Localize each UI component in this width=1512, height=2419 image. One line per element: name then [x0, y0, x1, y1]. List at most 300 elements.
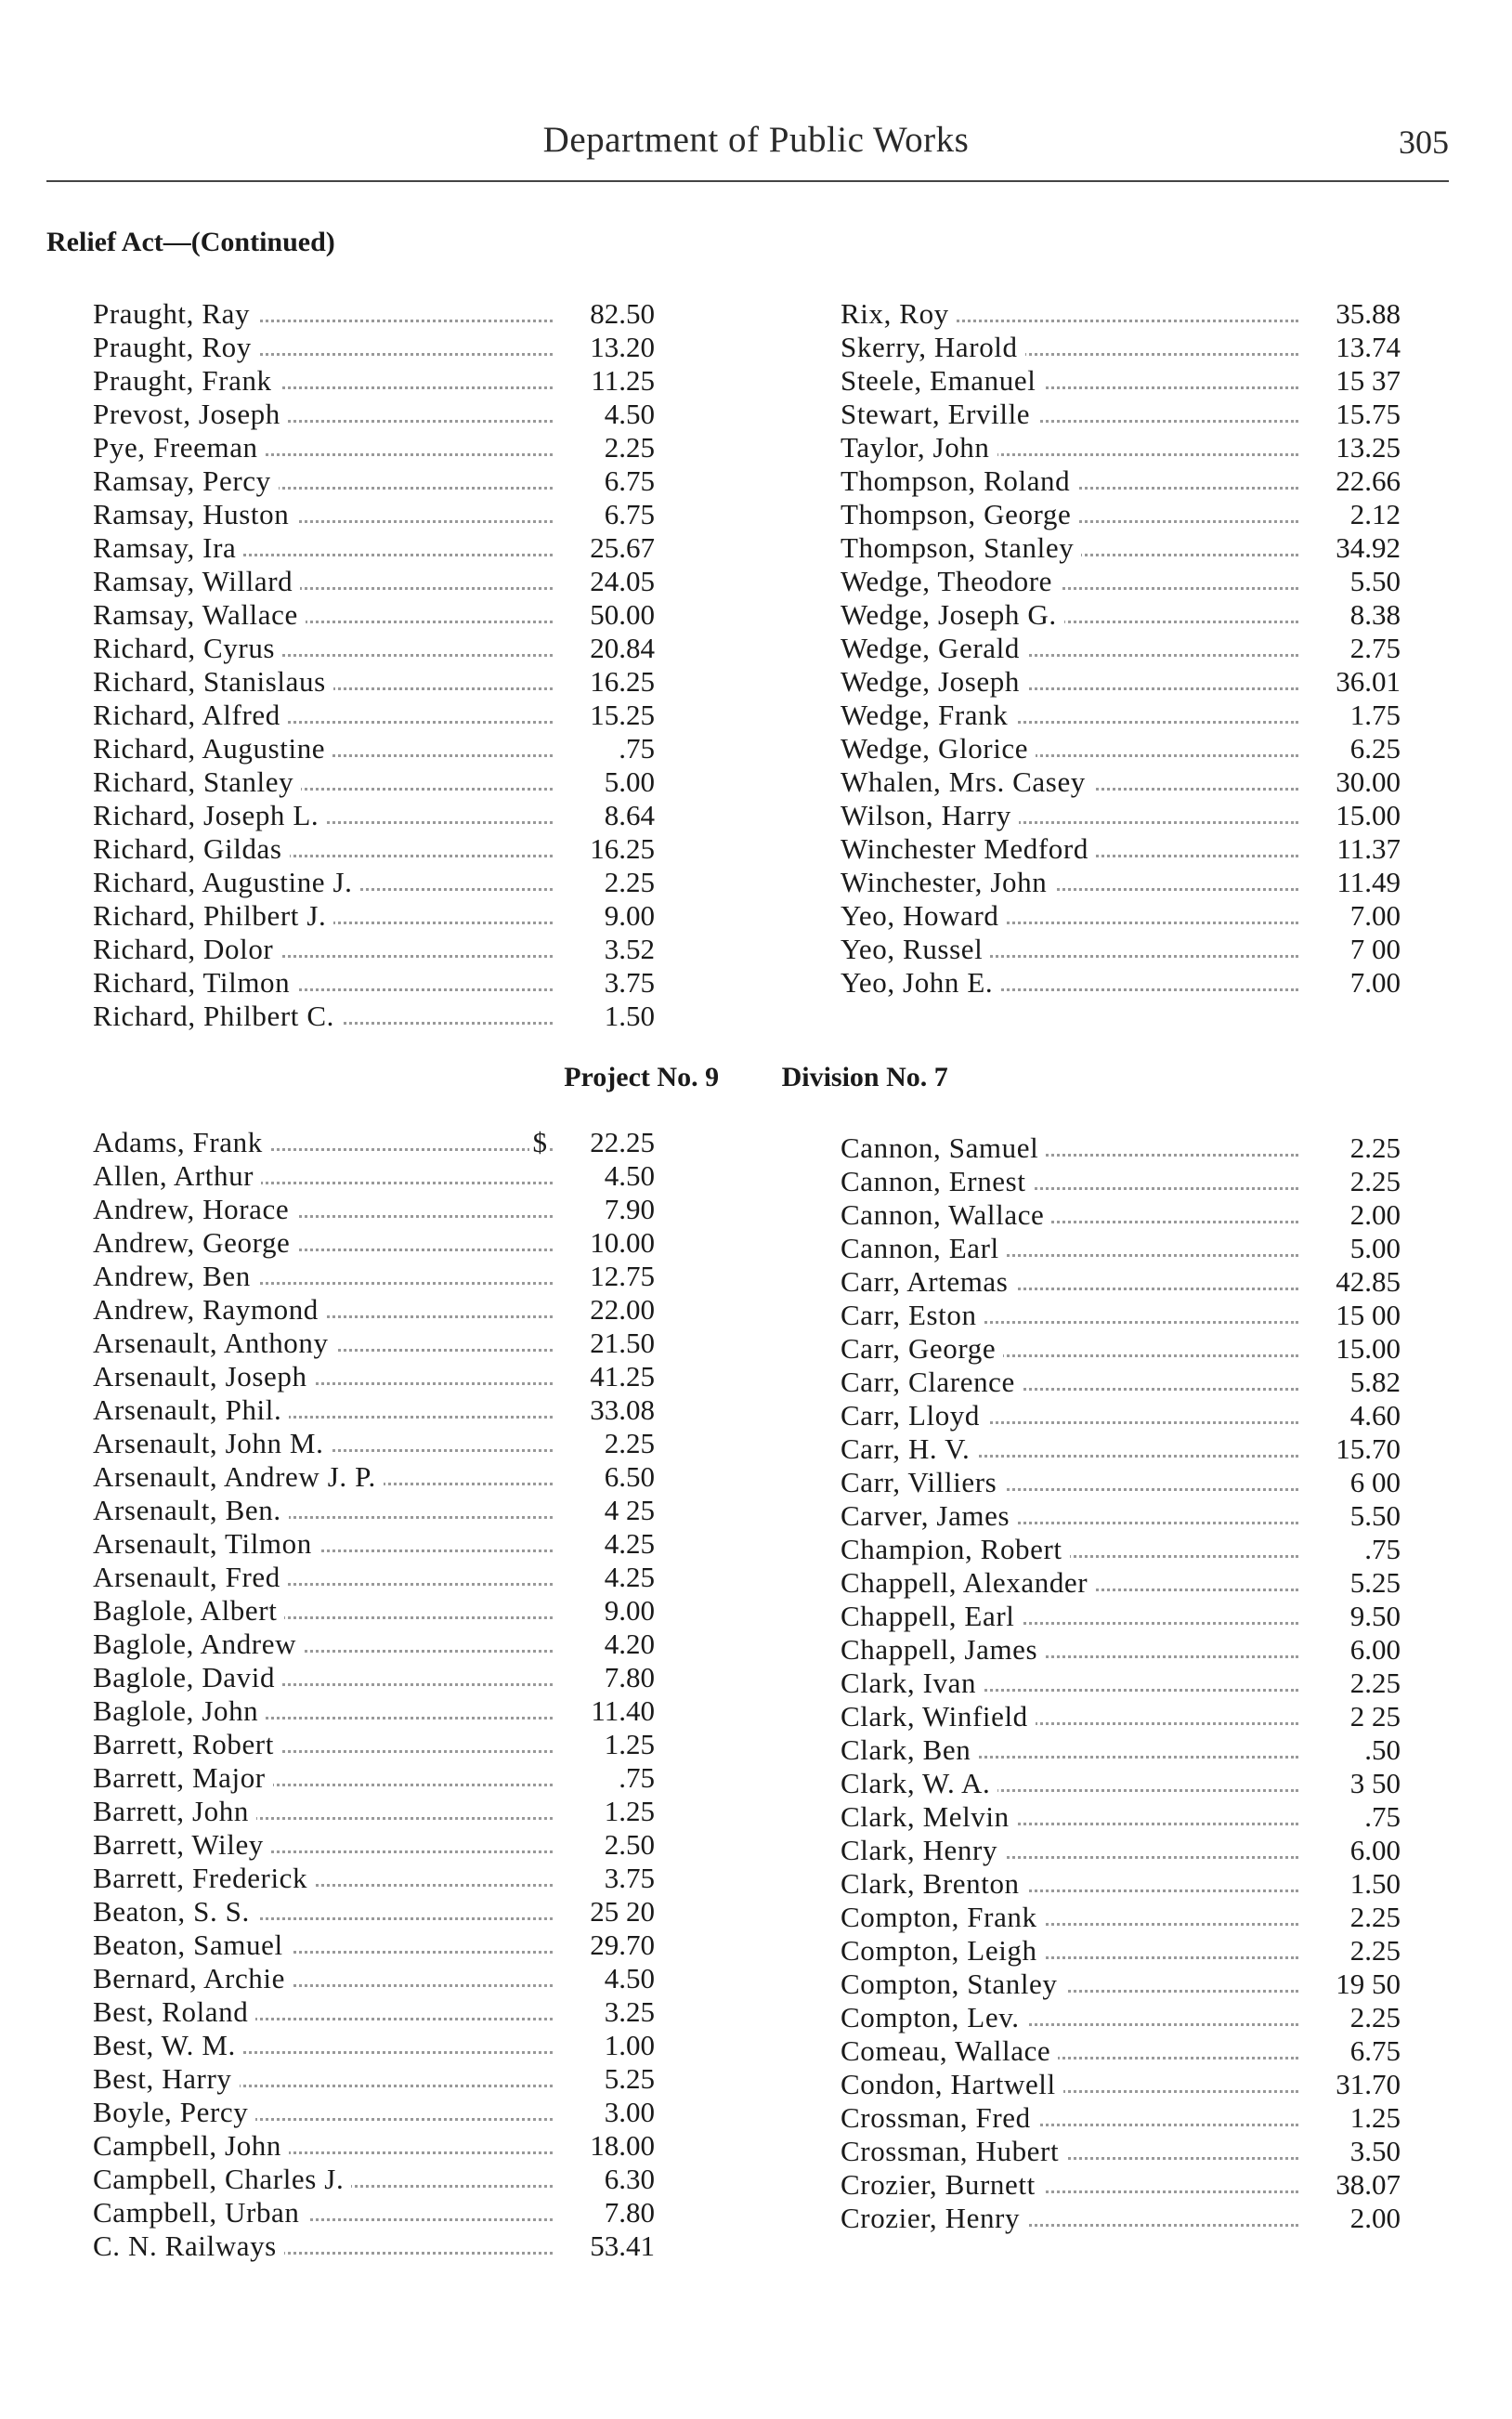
list-item	[93, 966, 655, 1000]
list-item	[93, 632, 655, 665]
entry-amount: 13.20	[590, 331, 655, 363]
list-item	[93, 866, 655, 899]
entry-amount: 11.25	[591, 364, 655, 397]
entry-amount: 2.25	[1349, 1667, 1401, 1699]
entry-name: Skerry, Harold	[841, 331, 1025, 364]
entry-name: Baglole, Albert	[93, 1594, 284, 1628]
list-item	[841, 1165, 1401, 1198]
entry-name: Arsenault, John M.	[93, 1427, 331, 1460]
entry-amount: 3.25	[604, 1995, 655, 2028]
entry-amount: 3.50	[1349, 2135, 1401, 2167]
entry-amount: 15.00	[1336, 799, 1401, 831]
entry-name: Condon, Hartwell	[841, 2068, 1063, 2101]
entry-amount: 6.75	[604, 498, 655, 530]
list-item	[93, 1594, 655, 1628]
entry-amount: 2.25	[604, 431, 655, 464]
entry-amount: 5.00	[1349, 1232, 1401, 1264]
list-item	[93, 2229, 655, 2263]
list-item	[93, 1527, 655, 1561]
entry-name: Richard, Augustine J.	[93, 866, 360, 899]
list-item	[841, 1299, 1401, 1332]
entry-name: Carver, James	[841, 1499, 1017, 1533]
list-item	[93, 1360, 655, 1393]
entry-amount: 9.50	[1349, 1600, 1401, 1632]
entry-amount: 7 00	[1349, 933, 1401, 965]
list-item	[93, 1000, 655, 1033]
entry-name: Ramsay, Percy	[93, 464, 279, 498]
entry-name: Champion, Robert	[841, 1533, 1070, 1566]
entry-name: Barrett, Robert	[93, 1728, 281, 1761]
entry-name: Compton, Stanley	[841, 1968, 1065, 2001]
entry-amount: 2.00	[1349, 1198, 1401, 1231]
entry-amount: 7.80	[604, 2196, 655, 2229]
entry-name: Prevost, Joseph	[93, 398, 288, 431]
list-item	[93, 1494, 655, 1527]
entry-amount: 34.92	[1336, 531, 1401, 564]
list-item	[93, 1126, 655, 1159]
entry-amount: 6.50	[604, 1460, 655, 1493]
entry-name: Compton, Frank	[841, 1901, 1045, 1934]
entry-name: Chappell, Alexander	[841, 1566, 1095, 1600]
entry-amount: 2.25	[604, 866, 655, 898]
list-item	[841, 1733, 1401, 1767]
entry-name: Pye, Freeman	[93, 431, 266, 464]
entry-amount: 15 00	[1336, 1299, 1401, 1331]
entry-name: Carr, H. V.	[841, 1432, 977, 1466]
list-item	[93, 2029, 655, 2062]
list-item	[841, 565, 1401, 598]
entry-amount: 2 25	[1349, 1700, 1401, 1733]
list-item	[93, 1661, 655, 1694]
entry-amount: 18.00	[590, 2129, 655, 2162]
entry-amount: .75	[1364, 1533, 1401, 1565]
list-item	[841, 1867, 1401, 1901]
entry-name: C. N. Railways	[93, 2229, 284, 2263]
entry-name: Richard, Joseph L.	[93, 799, 326, 832]
list-item	[93, 1828, 655, 1862]
entry-amount: 4.50	[604, 1962, 655, 1994]
list-item	[841, 1198, 1401, 1232]
project-left-column	[93, 1126, 655, 2263]
entry-amount: 3 50	[1349, 1767, 1401, 1799]
entry-name: Carr, Eston	[841, 1299, 984, 1332]
list-item	[93, 331, 655, 364]
entry-name: Thompson, George	[841, 498, 1078, 531]
entry-amount: 24.05	[590, 565, 655, 597]
entry-amount: 5.50	[1349, 565, 1401, 597]
entry-name: Richard, Tilmon	[93, 966, 297, 1000]
list-item	[841, 1432, 1401, 1466]
entry-amount: 3.75	[604, 966, 655, 999]
list-item	[841, 1667, 1401, 1700]
entry-name: Campbell, Charles J.	[93, 2163, 351, 2196]
list-item	[841, 665, 1401, 699]
list-item	[841, 598, 1401, 632]
list-item	[93, 1159, 655, 1193]
list-item	[841, 699, 1401, 732]
entry-amount: 2.25	[1349, 2001, 1401, 2033]
entry-amount: 20.84	[590, 632, 655, 664]
entry-name: Barrett, Wiley	[93, 1828, 271, 1862]
entry-name: Cannon, Samuel	[841, 1131, 1046, 1165]
entry-name: Crossman, Hubert	[841, 2135, 1066, 2168]
list-item	[841, 1600, 1401, 1633]
entry-amount: 13.74	[1336, 331, 1401, 363]
entry-amount: 6 00	[1349, 1466, 1401, 1498]
entry-amount: 2.25	[1349, 1131, 1401, 1164]
list-item	[841, 2101, 1401, 2135]
entry-amount: 4.50	[604, 398, 655, 430]
list-item	[841, 732, 1401, 765]
list-item	[841, 1499, 1401, 1533]
list-item	[93, 899, 655, 933]
list-item	[93, 1694, 655, 1728]
entry-name: Adams, Frank	[93, 1126, 270, 1159]
entry-name: Crozier, Henry	[841, 2202, 1027, 2235]
entry-name: Wedge, Gerald	[841, 632, 1027, 665]
list-item	[93, 1460, 655, 1494]
list-item	[841, 1466, 1401, 1499]
entry-name: Clark, Ivan	[841, 1667, 984, 1700]
entry-amount: 36.01	[1336, 665, 1401, 698]
entry-name: Crozier, Burnett	[841, 2168, 1043, 2202]
entry-name: Clark, Brenton	[841, 1867, 1027, 1901]
entry-name: Cannon, Wallace	[841, 1198, 1051, 1232]
entry-amount: 15.25	[590, 699, 655, 731]
entry-amount: 2.50	[604, 1828, 655, 1861]
entry-amount: 29.70	[590, 1929, 655, 1961]
list-item	[93, 1862, 655, 1895]
entry-name: Praught, Roy	[93, 331, 259, 364]
list-item	[93, 2163, 655, 2196]
list-item	[841, 1232, 1401, 1265]
entry-amount: 15 37	[1336, 364, 1401, 397]
list-item	[841, 331, 1401, 364]
entry-name: Wedge, Frank	[841, 699, 1015, 732]
entry-amount: 22.25	[590, 1126, 655, 1158]
entry-amount: 3.75	[604, 1862, 655, 1894]
list-item	[93, 732, 655, 765]
entry-name: Chappell, James	[841, 1633, 1045, 1667]
entry-amount: 2.00	[1349, 2202, 1401, 2234]
entry-name: Praught, Ray	[93, 297, 257, 331]
entry-amount: 6.75	[604, 464, 655, 497]
entry-name: Clark, Winfield	[841, 1700, 1036, 1733]
list-item	[93, 464, 655, 498]
entry-name: Campbell, John	[93, 2129, 289, 2163]
entry-amount: 16.25	[590, 665, 655, 698]
entry-name: Winchester Medford	[841, 832, 1096, 866]
entry-amount: 10.00	[590, 1226, 655, 1259]
entry-amount: 3.00	[604, 2096, 655, 2128]
list-item	[93, 2196, 655, 2229]
entry-name: Clark, Melvin	[841, 1800, 1017, 1834]
entry-name: Steele, Emanuel	[841, 364, 1043, 398]
entry-name: Richard, Dolor	[93, 933, 280, 966]
entry-amount: 1.50	[1349, 1867, 1401, 1900]
entry-name: Ramsay, Willard	[93, 565, 300, 598]
entry-name: Richard, Stanley	[93, 765, 301, 799]
list-item	[841, 866, 1401, 899]
entry-name: Richard, Alfred	[93, 699, 288, 732]
list-item	[93, 1293, 655, 1327]
list-item	[93, 1226, 655, 1260]
entry-amount: 2.25	[1349, 1165, 1401, 1197]
entry-name: Praught, Frank	[93, 364, 280, 398]
entry-amount: 5.50	[1349, 1499, 1401, 1532]
entry-amount: 16.25	[590, 832, 655, 865]
entry-name: Wilson, Harry	[841, 799, 1019, 832]
entry-name: Carr, Lloyd	[841, 1399, 987, 1432]
list-item	[841, 531, 1401, 565]
entry-name: Barrett, Frederick	[93, 1862, 315, 1895]
entry-name: Best, Harry	[93, 2062, 240, 2096]
list-item	[841, 2001, 1401, 2034]
entry-amount: 11.49	[1336, 866, 1401, 898]
list-item	[93, 531, 655, 565]
entry-name: Arsenault, Fred	[93, 1561, 288, 1594]
project-number: Project No. 9	[564, 1062, 720, 1092]
entry-amount: 6.30	[604, 2163, 655, 2195]
entry-name: Compton, Lev.	[841, 2001, 1027, 2034]
entry-name: Wedge, Joseph G.	[841, 598, 1064, 632]
list-item	[841, 1968, 1401, 2001]
entry-name: Baglole, Andrew	[93, 1628, 304, 1661]
entry-amount: 2.25	[1349, 1901, 1401, 1933]
entry-amount: 8.38	[1349, 598, 1401, 631]
entry-amount: 7.00	[1349, 966, 1401, 999]
entry-name: Richard, Augustine	[93, 732, 332, 765]
page-number: 305	[1399, 124, 1449, 161]
list-item	[93, 1929, 655, 1962]
list-item	[841, 1901, 1401, 1934]
list-item	[841, 1767, 1401, 1800]
entry-name: Beaton, Samuel	[93, 1929, 291, 1962]
list-item	[841, 765, 1401, 799]
entry-amount: 8.64	[604, 799, 655, 831]
entry-amount: 42.85	[1336, 1265, 1401, 1298]
entry-name: Andrew, Horace	[93, 1193, 296, 1226]
list-item	[841, 899, 1401, 933]
list-item	[841, 1633, 1401, 1667]
entry-name: Compton, Leigh	[841, 1934, 1045, 1968]
entry-amount: 1.25	[604, 1728, 655, 1760]
list-item	[841, 364, 1401, 398]
entry-name: Arsenault, Ben.	[93, 1494, 289, 1527]
list-item	[841, 2034, 1401, 2068]
list-item	[93, 398, 655, 431]
list-item	[93, 2096, 655, 2129]
entry-amount: 19 50	[1336, 1968, 1401, 2000]
list-item	[841, 1399, 1401, 1432]
list-item	[841, 498, 1401, 531]
list-item	[841, 1265, 1401, 1299]
list-item	[841, 966, 1401, 1000]
entry-name: Rix, Roy	[841, 297, 957, 331]
entry-amount: 4.20	[604, 1628, 655, 1660]
list-item	[841, 297, 1401, 331]
list-item	[93, 1193, 655, 1226]
list-item	[841, 1800, 1401, 1834]
entry-amount: 7.90	[604, 1193, 655, 1225]
entry-name: Barrett, Major	[93, 1761, 273, 1795]
header-rule	[46, 180, 1449, 182]
list-item	[841, 1934, 1401, 1968]
entry-name: Arsenault, Anthony	[93, 1327, 336, 1360]
entry-amount: 1.25	[1349, 2101, 1401, 2134]
entry-amount: 13.25	[1336, 431, 1401, 464]
list-item	[93, 431, 655, 464]
entry-amount: 82.50	[590, 297, 655, 330]
list-item	[841, 799, 1401, 832]
list-item	[93, 297, 655, 331]
entry-name: Thompson, Stanley	[841, 531, 1081, 565]
entry-name: Bernard, Archie	[93, 1962, 293, 1995]
entry-amount: 4 25	[604, 1494, 655, 1526]
entry-amount: 5.82	[1349, 1366, 1401, 1398]
entry-name: Andrew, Ben	[93, 1260, 258, 1293]
entry-name: Beaton, S. S.	[93, 1895, 257, 1929]
entry-name: Richard, Philbert J.	[93, 899, 333, 933]
page-title: Department of Public Works	[542, 120, 970, 160]
entry-amount: 25.67	[590, 531, 655, 564]
entry-name: Yeo, Russel	[841, 933, 990, 966]
entry-amount: 4.25	[604, 1527, 655, 1560]
entry-name: Richard, Gildas	[93, 832, 290, 866]
entry-amount: 1.00	[604, 2029, 655, 2061]
entry-amount: 22.66	[1336, 464, 1401, 497]
entry-amount: 6.75	[1349, 2034, 1401, 2067]
entry-name: Baglole, David	[93, 1661, 282, 1694]
list-item	[93, 1895, 655, 1929]
entry-name: Yeo, John E.	[841, 966, 1000, 1000]
entry-name: Ramsay, Ira	[93, 531, 243, 565]
entry-name: Best, W. M.	[93, 2029, 243, 2062]
entry-amount: 15.00	[1336, 1332, 1401, 1365]
entry-name: Yeo, Howard	[841, 899, 1007, 933]
entry-name: Clark, W. A.	[841, 1767, 997, 1800]
entry-amount: 2.25	[604, 1427, 655, 1459]
entry-amount: 15.75	[1336, 398, 1401, 430]
list-item	[841, 2202, 1401, 2235]
list-item	[93, 699, 655, 732]
division-number: Division No. 7	[781, 1062, 948, 1092]
entry-amount: 7.00	[1349, 899, 1401, 932]
entry-amount: 6.00	[1349, 1633, 1401, 1666]
list-item	[841, 933, 1401, 966]
entry-amount: 4.50	[604, 1159, 655, 1192]
list-item	[841, 2135, 1401, 2168]
entry-name: Richard, Stanislaus	[93, 665, 333, 699]
entry-name: Wedge, Theodore	[841, 565, 1060, 598]
entry-amount: 21.50	[590, 1327, 655, 1359]
entry-name: Best, Roland	[93, 1995, 255, 2029]
entry-amount: 1.50	[604, 1000, 655, 1032]
entry-amount: 6.25	[1349, 732, 1401, 765]
list-item	[841, 431, 1401, 464]
entry-amount: 6.00	[1349, 1834, 1401, 1866]
list-item	[93, 1327, 655, 1360]
entry-amount: 30.00	[1336, 765, 1401, 798]
entry-name: Winchester, John	[841, 866, 1054, 899]
entry-name: Campbell, Urban	[93, 2196, 307, 2229]
entry-amount: .50	[1364, 1733, 1401, 1766]
entry-name: Comeau, Wallace	[841, 2034, 1058, 2068]
entry-amount: 9.00	[604, 899, 655, 932]
list-item	[841, 1131, 1401, 1165]
entry-name: Barrett, John	[93, 1795, 256, 1828]
entry-amount: 2.25	[1349, 1934, 1401, 1967]
entry-amount: 5.00	[604, 765, 655, 798]
entry-amount: 33.08	[590, 1393, 655, 1426]
list-item	[841, 1366, 1401, 1399]
entry-amount: .75	[1364, 1800, 1401, 1833]
entry-name: Allen, Arthur	[93, 1159, 261, 1193]
currency-symbol: $	[529, 1126, 548, 1159]
page-header	[46, 119, 1466, 175]
list-item	[93, 1393, 655, 1427]
entry-name: Chappell, Earl	[841, 1600, 1022, 1633]
entry-amount: 11.37	[1336, 832, 1401, 865]
entry-name: Richard, Cyrus	[93, 632, 282, 665]
entry-name: Clark, Henry	[841, 1834, 1005, 1867]
entry-name: Carr, Clarence	[841, 1366, 1023, 1399]
entry-amount: 4.25	[604, 1561, 655, 1593]
list-item	[93, 1761, 655, 1795]
entry-amount: 38.07	[1336, 2168, 1401, 2201]
list-item	[841, 2068, 1401, 2101]
entry-name: Carr, George	[841, 1332, 1003, 1366]
list-item	[841, 632, 1401, 665]
list-item	[841, 464, 1401, 498]
entry-name: Baglole, John	[93, 1694, 266, 1728]
list-item	[841, 398, 1401, 431]
list-item	[93, 498, 655, 531]
entry-name: Richard, Philbert C.	[93, 1000, 342, 1033]
list-item	[93, 565, 655, 598]
entry-amount: 2.12	[1349, 498, 1401, 530]
entry-name: Whalen, Mrs. Casey	[841, 765, 1093, 799]
entry-amount: 4.60	[1349, 1399, 1401, 1432]
entry-name: Boyle, Percy	[93, 2096, 255, 2129]
list-item	[841, 1332, 1401, 1366]
entry-amount: 5.25	[604, 2062, 655, 2095]
entry-amount: 15.70	[1336, 1432, 1401, 1465]
list-item	[93, 1728, 655, 1761]
entry-name: Taylor, John	[841, 431, 997, 464]
list-item	[93, 1260, 655, 1293]
list-item	[841, 1566, 1401, 1600]
list-item	[93, 364, 655, 398]
entry-amount: 12.75	[590, 1260, 655, 1292]
entry-amount: 11.40	[591, 1694, 655, 1727]
entry-name: Carr, Villiers	[841, 1466, 1004, 1499]
entry-amount: 2.75	[1349, 632, 1401, 664]
project-right-column	[841, 1131, 1401, 2235]
entry-amount: 31.70	[1336, 2068, 1401, 2100]
entry-amount: 22.00	[590, 1293, 655, 1326]
list-item	[93, 1795, 655, 1828]
entry-amount: .75	[619, 1761, 655, 1794]
list-item	[93, 1962, 655, 1995]
list-item	[93, 765, 655, 799]
relief-right-column	[841, 297, 1401, 1000]
entry-amount: 5.25	[1349, 1566, 1401, 1599]
entry-amount: 3.52	[604, 933, 655, 965]
entry-name: Wedge, Joseph	[841, 665, 1027, 699]
entry-name: Stewart, Erville	[841, 398, 1037, 431]
list-item	[93, 832, 655, 866]
